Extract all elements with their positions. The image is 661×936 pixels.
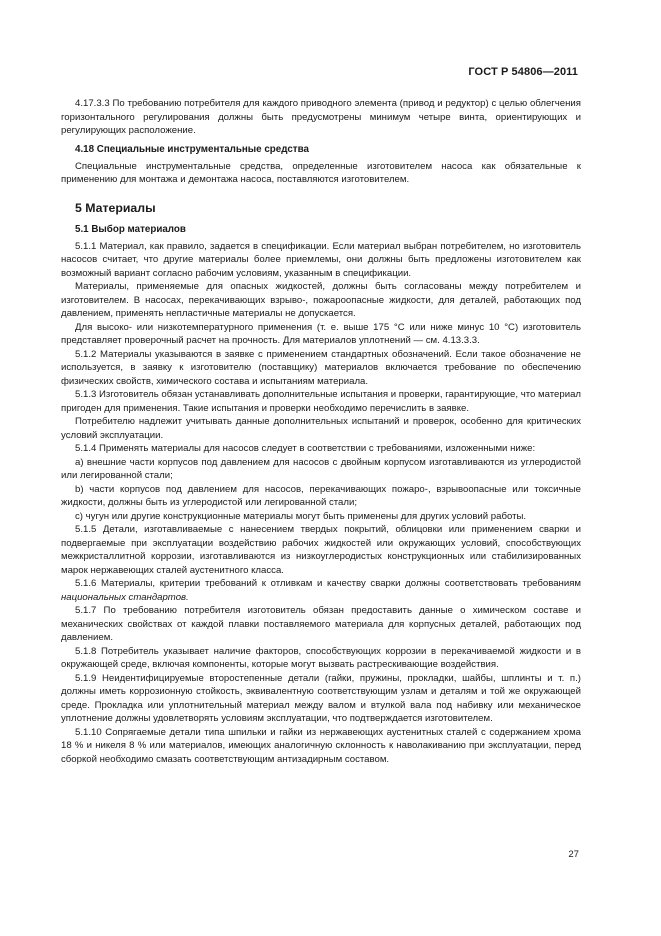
paragraph-5-1-1-temperature: Для высоко- или низкотемпературного применения (т. е. выше 175 °С или ниже минус 10 °С) изготовитель представляет проверочный расчет на прочность. Для материалов уплотнений — см. 4.13.3.3. xyxy=(61,321,581,346)
heading-section-5: 5 Материалы xyxy=(75,200,156,215)
paragraph-5-1-10: 5.1.10 Сопрягаемые детали типа шпильки и гайки из нержавеющих аустенитных сталей с содержанием хрома 18 % и никеля 8 % или материалов, имеющих аналогичную склонность к наволакиванию при эксплуатации, перед сборкой необходимо смазать соответствующим антизадирным составом. xyxy=(61,726,581,765)
paragraph-5-1-3-consumer: Потребителю надлежит учитывать данные дополнительных испытаний и проверок, особенно для критических условий эксплуатации. xyxy=(61,416,581,441)
paragraph-5-1-9: 5.1.9 Неидентифицируемые второстепенные детали (гайки, пружины, прокладки, шайбы, шплинты и т. п.) должны иметь коррозионную стойкость, эквивалентную соответствующим узлам и деталям и той же окружающей среде. Прокладка или уплотнительный материал между валом и втулкой вала под набивку или механическое уплотнение должны удовлетворять условиям эксплуатации, что подтверждается изготовителем. xyxy=(61,672,581,724)
paragraph-5-1-8: 5.1.8 Потребитель указывает наличие факторов, способствующих коррозии в перекачиваемой жидкости и в окружающей среде, включая компоненты, которые могут вызвать растрескивающие воздействия. xyxy=(61,645,581,670)
page-content xyxy=(61,97,581,766)
paragraph-5-1-4: 5.1.4 Применять материалы для насосов следует в соответствии с требованиями, изложенными ниже: xyxy=(75,443,536,454)
list-item-c: с) чугун или другие конструкционные материалы могут быть применены для других условий работы. xyxy=(75,510,527,522)
list-item-b: b) части корпусов под давлением для насосов, перекачивающих пожаро-, взрывоопасные или токсичные жидкости, должны быть из углеродистой или легированной стали; xyxy=(61,483,581,508)
paragraph-5-1-1: 5.1.1 Материал, как правило, задается в спецификации. Если материал выбран потребителем, но изготовитель насосов считает, что другие материалы более приемлемы, они должны быть предложены изготовителем как возможный вариант согласно рабочим условиям, указанным в спецификации. xyxy=(61,240,581,279)
paragraph-5-1-6-emphasis: национальных стандартов. xyxy=(61,591,189,603)
paragraph-5-1-1-hazardous: Материалы, применяемые для опасных жидкостей, должны быть согласованы между потребителем и изготовителем. В насосах, перекачивающих взрыво-, пожароопасные жидкости, для деталей, работающих под давлением, применять непластичные материалы не допускается. xyxy=(61,281,581,319)
heading-4-18: 4.18 Специальные инструментальные средства xyxy=(75,143,309,155)
paragraph-5-1-2: 5.1.2 Материалы указываются в заявке с применением стандартных обозначений. Если такое обозначение не используется, в заявку к изготовителю (поставщику) материалов включается требование по обеспечению физических свойств, химического состава и испытаниям материала. xyxy=(61,348,581,387)
page-number: 27 xyxy=(568,849,579,860)
paragraph-5-1-6-text: 5.1.6 Материалы, критерии требований к отливкам и качеству сварки должны соответствовать требованиям xyxy=(75,578,581,589)
paragraph-5-1-3: 5.1.3 Изготовитель обязан устанавливать дополнительные испытания и проверки, гарантирующие, что материал пригоден для применения. Такие испытания и проверки необходимо перечислить в заявке. xyxy=(61,389,581,414)
paragraph-5-1-6 xyxy=(61,577,581,604)
paragraph-5-1-7: 5.1.7 По требованию потребителя изготовитель обязан предоставить данные о химическом составе и механических свойствах от каждой плавки поставляемого материала для корпусных деталей, работающих под давлением. xyxy=(61,605,581,643)
list-item-a: а) внешние части корпусов под давлением для насосов с двойным корпусом изготавливаются из углеродистой или легированной стали; xyxy=(61,456,581,481)
document-code: ГОСТ Р 54806—2011 xyxy=(468,66,578,78)
paragraph-5-1-5: 5.1.5 Детали, изготавливаемые с нанесением твердых покрытий, облицовки или применением сварки и подвергаемые при эксплуатации воздействию рабочих жидкостей или окружающих условий, способствующих межкристаллитной коррозии, изготавливаются из низкоуглеродистых конструкционных или стабилизированных марок нержавеющих сталей аустенитного класса. xyxy=(61,524,581,576)
paragraph-4-17-3-3: 4.17.3.3 По требованию потребителя для каждого приводного элемента (привод и редуктор) с целью облегчения горизонтального регулирования должны быть предусмотрены минимум четыре винта, ориентирующих и регулирующих расположение. xyxy=(61,98,581,136)
heading-5-1: 5.1 Выбор материалов xyxy=(75,223,186,235)
paragraph-4-18: Специальные инструментальные средства, определенные изготовителем насоса как обязательные к применению для монтажа и демонтажа насоса, поставляются изготовителем. xyxy=(61,160,581,185)
